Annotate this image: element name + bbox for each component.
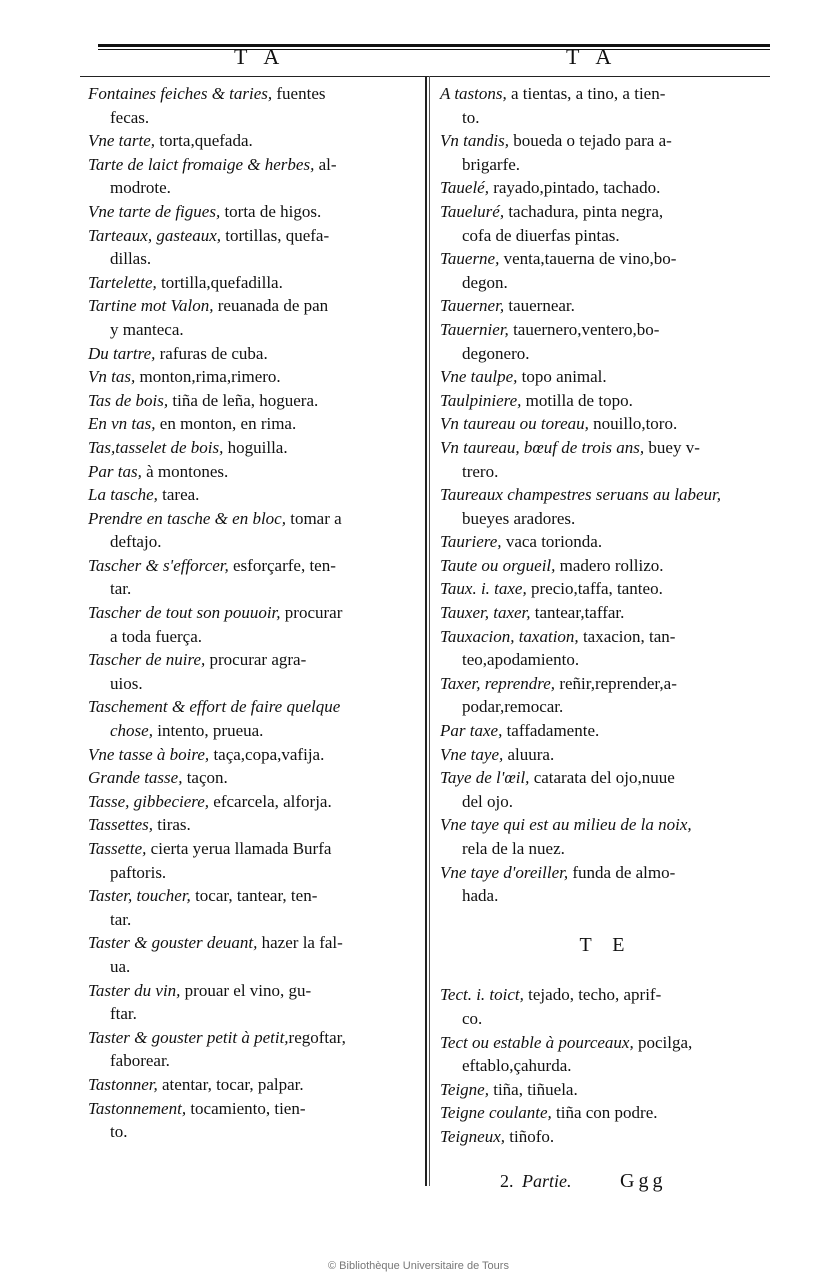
dictionary-entry [440, 483, 772, 530]
dictionary-entry [88, 979, 416, 1026]
dictionary-entry [440, 983, 772, 1030]
dictionary-entry [88, 389, 416, 413]
dictionary-entry [440, 861, 772, 908]
entry-continuation-text: tar. [110, 909, 132, 929]
entry-french: Vn tas, [88, 367, 136, 387]
entry-french: Teigne coulante, [440, 1103, 552, 1123]
entry-french: Vne tarte, [88, 131, 156, 151]
entry-continuation-text: fecas. [110, 107, 150, 127]
entry-french: Tassettes, [88, 815, 154, 835]
entry-continuation [440, 884, 772, 908]
entry-spanish: tiña de leña, hoguera. [168, 390, 319, 410]
entry-continuation-text: to. [110, 1122, 128, 1142]
entry-continuation [88, 530, 416, 554]
dictionary-entry [440, 200, 772, 247]
column-divider [425, 76, 427, 1186]
dictionary-entry [440, 129, 772, 176]
dictionary-entry [88, 82, 416, 129]
entry-spanish: torta de higos. [220, 201, 322, 221]
entry-spanish: monton,rima,rimero. [135, 367, 281, 387]
dictionary-entry [440, 1101, 772, 1125]
entry-continuation [440, 648, 772, 672]
entry-continuation-text: eftablo,çahurda. [462, 1056, 572, 1076]
dictionary-entry [88, 436, 416, 460]
entry-spanish: tomar a [285, 508, 342, 528]
entry-continuation-text: y manteca. [110, 319, 184, 339]
entry-spanish: al- [314, 154, 337, 174]
entry-spanish: cierta yerua llamada Burfa [146, 839, 332, 858]
entry-spanish: atentar, tocar, palpar. [157, 1074, 304, 1094]
entry-french: Tauerne, [440, 249, 500, 269]
entry-french: Vne taye qui est au milieu de la noix, [440, 815, 692, 835]
entry-french: A tastons, [440, 84, 507, 103]
entry-continuation-text: degonero. [462, 343, 530, 363]
dictionary-entry [440, 813, 772, 860]
right-column [440, 82, 772, 1149]
entry-french: Tauerner, [440, 296, 505, 316]
entry-continuation-text: trero. [462, 461, 499, 481]
entry-spanish: topo animal. [517, 367, 607, 387]
dictionary-entry [88, 813, 416, 837]
entry-spanish: tocar, tantear, ten- [190, 886, 318, 906]
entry-french: Tas de bois, [88, 390, 169, 410]
entry-spanish: tiñofo. [505, 1126, 555, 1146]
entry-continuation-text: dillas. [110, 249, 152, 269]
dictionary-entry [88, 342, 416, 366]
entry-spanish: efcarcela, alforja. [209, 791, 332, 811]
entry-french: Par tas, [88, 461, 142, 481]
entry-french: Taster & gouster deuant, [88, 933, 258, 953]
entry-continuation-text: del ojo. [462, 791, 513, 811]
entry-continuation-text: co. [462, 1008, 483, 1028]
dictionary-entry [88, 294, 416, 341]
dictionary-entry [88, 931, 416, 978]
entry-continuation [440, 106, 772, 130]
entry-continuation [88, 955, 416, 979]
entry-continuation [88, 318, 416, 342]
entry-french: Tartelette, [88, 272, 157, 292]
entry-french: Tartine mot Valon, [88, 296, 214, 316]
dictionary-entry [440, 294, 772, 318]
top-rule-thin [98, 49, 770, 50]
entry-spanish: funda de almo- [568, 862, 676, 882]
entry-french: Tasse, gibbeciere, [88, 791, 210, 811]
entry-spanish: boueda o tejado para a- [508, 131, 672, 151]
entry-continuation-text: brigarfe. [462, 154, 521, 174]
dictionary-entry [88, 224, 416, 271]
section-heading: T E [579, 933, 633, 956]
entry-spanish: venta,tauerna de vino,bo- [499, 249, 677, 269]
entry-french: Vne tarte de figues, [88, 201, 221, 221]
dictionary-entry [440, 365, 772, 389]
entry-spanish: catarata del ojo,nuue [529, 768, 675, 788]
entry-continuation [440, 224, 772, 248]
entry-french: En vn tas, [88, 414, 156, 434]
dictionary-entry [88, 766, 416, 790]
entry-spanish: prouar el vino, gu- [180, 980, 312, 1000]
entry-spanish: tauernear. [504, 296, 575, 316]
entry-french: Tauelé, [440, 178, 489, 198]
entry-continuation [88, 625, 416, 649]
dictionary-entry [440, 577, 772, 601]
dictionary-entry [88, 483, 416, 507]
dictionary-entry [440, 766, 772, 813]
entry-spanish: fuentes [272, 84, 326, 103]
dictionary-entry [440, 176, 772, 200]
entry-spanish: hoguilla. [223, 437, 288, 457]
entry-spanish: hazer la fal- [257, 933, 343, 953]
entry-french: Taster & gouster petit à petit, [88, 1027, 289, 1047]
entry-continuation-text: to. [462, 107, 480, 127]
dictionary-entry [440, 743, 772, 767]
entry-spanish: torta,quefada. [155, 131, 253, 151]
entry-french: Fontaines feiches & taries, [88, 84, 273, 103]
entry-french: Vn tandis, [440, 131, 509, 151]
entry-spanish: taffadamente. [502, 721, 600, 741]
entry-spanish: aluura. [503, 744, 555, 764]
entry-french: Taute ou orgueil, [440, 555, 556, 575]
dictionary-entry [88, 507, 416, 554]
entry-continuation-text: cofa de diuerfas pintas. [462, 225, 620, 245]
entry-french: Teigne, [440, 1079, 489, 1099]
entry-french: Tastonner, [88, 1074, 158, 1094]
entry-spanish: tauernero,ventero,bo- [508, 319, 660, 339]
entry-spanish: tarea. [157, 485, 200, 505]
entry-continuation [88, 1049, 416, 1073]
entry-continuation-text: teo,apodamiento. [462, 650, 580, 670]
entry-continuation [88, 1120, 416, 1144]
entry-continuation [88, 719, 416, 743]
dictionary-entry [88, 153, 416, 200]
dictionary-entry [88, 1073, 416, 1097]
entry-continuation-text: tar. [110, 579, 132, 599]
running-head-right: T A [566, 44, 618, 69]
entry-spanish: taxacion, tan- [578, 626, 676, 646]
entry-continuation [88, 577, 416, 601]
dictionary-entry [88, 601, 416, 648]
dictionary-entry [88, 743, 416, 767]
entry-french: Tascher & s'efforcer, [88, 555, 229, 575]
entry-french: Prendre en tasche & en bloc, [88, 508, 286, 528]
entry-french: Taueluré, [440, 201, 505, 221]
entry-continuation [440, 342, 772, 366]
entry-french: Taureaux champestres seruans au labeur, [440, 485, 721, 505]
entry-french: Tarteaux, gasteaux, [88, 225, 222, 245]
dictionary-entry [440, 1078, 772, 1102]
dictionary-entry [440, 672, 772, 719]
entry-continuation [88, 908, 416, 932]
dictionary-entry [88, 790, 416, 814]
entry-french: Tas,tasselet de bois, [88, 437, 224, 457]
entry-spanish: regoftar, [288, 1027, 346, 1047]
dictionary-entry [88, 200, 416, 224]
dictionary-entry [88, 554, 416, 601]
entry-spanish: tiña con podre. [551, 1103, 658, 1123]
entry-french: Vn taureau ou toreau, [440, 414, 589, 434]
entry-spanish: tantear,taffar. [530, 603, 625, 623]
entry-continuation-text: paftoris. [110, 862, 167, 882]
entry-spanish: à montones. [141, 461, 229, 481]
entry-continuation-text: intento, prueua. [152, 721, 264, 741]
entry-spanish: tejado, techo, aprif- [523, 985, 662, 1005]
dictionary-entry [440, 625, 772, 672]
entry-spanish: reñir,reprender,a- [555, 673, 677, 693]
entry-french: Tect ou estable à pourceaux, [440, 1032, 634, 1052]
entry-continuation [440, 837, 772, 861]
signature-part: Partie. [522, 1171, 572, 1191]
entry-spanish: tortilla,quefadilla. [156, 272, 283, 292]
entry-continuation-text: a toda fuerça. [110, 626, 203, 646]
dictionary-entry [88, 884, 416, 931]
dictionary-entry [88, 837, 416, 884]
entry-spanish: esforçarfe, ten- [228, 555, 336, 575]
dictionary-entry [88, 1097, 416, 1144]
dictionary-entry [440, 530, 772, 554]
entry-spanish: pocilga, [633, 1032, 693, 1052]
entry-spanish: madero rollizo. [555, 555, 664, 575]
entry-spanish: rayado,pintado, tachado. [488, 178, 661, 198]
entry-spanish: buey v- [644, 437, 700, 457]
entry-continuation [440, 507, 772, 531]
running-head-left: T A [234, 44, 286, 69]
entry-french: Tastonnement, [88, 1098, 187, 1118]
entry-french: Vne tasse à boire, [88, 744, 210, 764]
entry-french: Tascher de tout son pouuoir, [88, 603, 281, 623]
dictionary-entry [440, 719, 772, 743]
dictionary-entry [88, 1026, 416, 1073]
signature-number: 2. [500, 1171, 514, 1191]
dictionary-entry [440, 554, 772, 578]
entry-french: Taschement & effort de faire quelque [88, 697, 341, 717]
entry-french: Grande tasse, [88, 768, 183, 788]
entry-continuation-text: podar,remocar. [462, 697, 564, 717]
entry-french: Taulpiniere, [440, 390, 522, 410]
entry-continuation [440, 271, 772, 295]
entry-spanish: tachadura, pinta negra, [504, 201, 664, 221]
entry-continuation [88, 861, 416, 885]
entry-french: Tauxer, taxer, [440, 603, 531, 623]
entry-spanish: vaca torionda. [501, 532, 603, 552]
dictionary-entry [440, 1125, 772, 1149]
entry-french: Tascher de nuire, [88, 650, 206, 670]
entry-spanish: nouillo,toro. [588, 414, 678, 434]
entry-continuation [440, 460, 772, 484]
dictionary-entry [440, 82, 772, 129]
entry-french: Tassette, [88, 839, 147, 858]
entry-continuation-text: bueyes aradores. [462, 508, 576, 528]
entry-spanish: precio,taffa, tanteo. [526, 579, 663, 599]
dictionary-entry [88, 412, 416, 436]
dictionary-entry [88, 460, 416, 484]
entry-continuation [440, 695, 772, 719]
dictionary-entry [440, 318, 772, 365]
dictionary-entry [440, 247, 772, 294]
library-credit: © Bibliothèque Universitaire de Tours [328, 1260, 509, 1272]
entry-continuation [88, 247, 416, 271]
entry-french: Tauernier, [440, 319, 509, 339]
entry-french-cont: chose, [110, 721, 153, 741]
entry-continuation [440, 1054, 772, 1078]
entry-continuation-text: degon. [462, 272, 508, 292]
entry-french: Vne taulpe, [440, 367, 518, 387]
signature-line [500, 1170, 666, 1193]
entry-french: Vne taye d'oreiller, [440, 862, 569, 882]
entry-spanish: tiña, tiñuela. [488, 1079, 578, 1099]
dictionary-entry [440, 1031, 772, 1078]
entry-continuation [88, 1002, 416, 1026]
entry-spanish: procurar [280, 603, 343, 623]
entry-spanish: en monton, en rima. [155, 414, 297, 434]
entry-spanish: taça,copa,vafija. [209, 744, 325, 764]
dictionary-entry [440, 389, 772, 413]
dictionary-entry [88, 695, 416, 742]
left-column [88, 82, 416, 1144]
entry-spanish: reuanada de pan [213, 296, 329, 316]
entry-french: Taux. i. taxe, [440, 579, 527, 599]
entry-continuation [440, 790, 772, 814]
entry-french: Tauxacion, taxation, [440, 626, 579, 646]
dictionary-entry [88, 129, 416, 153]
entry-spanish: procurar agra- [205, 650, 307, 670]
entry-continuation-text: ua. [110, 956, 131, 976]
entry-french: La tasche, [88, 485, 158, 505]
entry-continuation [440, 153, 772, 177]
dictionary-entry [440, 601, 772, 625]
entry-continuation-text: uios. [110, 673, 143, 693]
entry-continuation [88, 106, 416, 130]
top-rule [98, 44, 770, 47]
entry-french: Taxer, reprendre, [440, 673, 556, 693]
entry-spanish: motilla de topo. [521, 390, 633, 410]
entry-french: Vn taureau, bœuf de trois ans, [440, 437, 645, 457]
entry-french: Par taxe, [440, 721, 503, 741]
entry-continuation-text: faborear. [110, 1051, 170, 1071]
entry-spanish: tiras. [153, 815, 191, 835]
entry-continuation [440, 1007, 772, 1031]
entry-spanish: a tientas, a tino, a tien- [506, 84, 666, 103]
entry-french: Taye de l'œil, [440, 768, 530, 788]
gathering-mark: Ggg [620, 1170, 667, 1192]
entry-french: Tarte de laict fromaige & herbes, [88, 154, 315, 174]
entry-french: Du tartre, [88, 343, 156, 363]
entry-french: Teigneux, [440, 1126, 506, 1146]
dictionary-entry [88, 365, 416, 389]
entry-french: Tect. i. toict, [440, 985, 524, 1005]
dictionary-entry [88, 271, 416, 295]
entry-continuation-text: modrote. [110, 178, 171, 198]
dictionary-entry [440, 436, 772, 483]
entry-continuation [88, 672, 416, 696]
dictionary-entry [440, 412, 772, 436]
entry-french: Taster, toucher, [88, 886, 191, 906]
entry-french: Vne taye, [440, 744, 504, 764]
entry-french: Taster du vin, [88, 980, 181, 1000]
entry-spanish: tortillas, quefa- [221, 225, 330, 245]
entry-french: Tauriere, [440, 532, 502, 552]
entry-continuation-text: rela de la nuez. [462, 839, 565, 858]
entry-continuation-text: ftar. [110, 1004, 137, 1024]
dictionary-entry [88, 648, 416, 695]
entry-continuation [88, 176, 416, 200]
entry-spanish: taçon. [182, 768, 228, 788]
entry-continuation-text: deftajo. [110, 532, 162, 552]
entry-continuation-text: hada. [462, 886, 499, 906]
entry-spanish: tocamiento, tien- [186, 1098, 306, 1118]
entry-spanish: rafuras de cuba. [155, 343, 268, 363]
column-divider-thin [429, 76, 430, 1186]
